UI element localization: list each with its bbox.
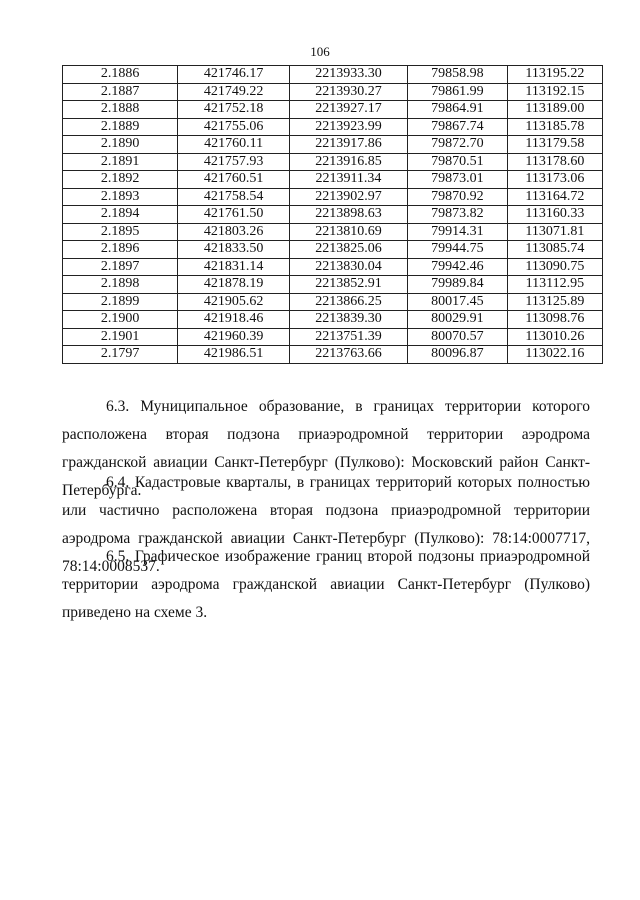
table-cell: 2213902.97 xyxy=(290,188,408,206)
table-cell: 421918.46 xyxy=(178,311,290,329)
table-cell: 2213810.69 xyxy=(290,223,408,241)
table-row xyxy=(63,276,603,294)
paragraph-6-4-text: 6.4. Кадастровые кварталы, в границах территорий которых полностью или частично расположена вторая подзона приаэродромной территории аэродрома гражданской авиации Санкт-Петербург (Пулково): 78:14:0007717, 78:14:0008537. xyxy=(62,474,590,575)
table-cell: 113071.81 xyxy=(507,223,602,241)
table-cell: 2213839.30 xyxy=(290,311,408,329)
table-cell: 2.1897 xyxy=(63,258,178,276)
table-cell: 113098.76 xyxy=(507,311,602,329)
table-cell: 421760.11 xyxy=(178,136,290,154)
table-cell: 421755.06 xyxy=(178,118,290,136)
table-cell: 421878.19 xyxy=(178,276,290,294)
table-cell: 2213927.17 xyxy=(290,101,408,119)
table-cell: 79858.98 xyxy=(407,66,507,84)
table-cell: 421831.14 xyxy=(178,258,290,276)
table-cell: 421960.39 xyxy=(178,328,290,346)
table-cell: 79867.74 xyxy=(407,118,507,136)
table-cell: 2.1894 xyxy=(63,206,178,224)
coordinates-table-body xyxy=(63,66,603,364)
table-cell: 2213911.34 xyxy=(290,171,408,189)
table-cell: 79872.70 xyxy=(407,136,507,154)
table-cell: 2.1797 xyxy=(63,346,178,364)
table-cell: 80070.57 xyxy=(407,328,507,346)
table-cell: 2213917.86 xyxy=(290,136,408,154)
table-row xyxy=(63,153,603,171)
table-cell: 2213852.91 xyxy=(290,276,408,294)
table-row xyxy=(63,311,603,329)
table-cell: 113192.15 xyxy=(507,83,602,101)
table-cell: 79870.51 xyxy=(407,153,507,171)
table-cell: 79873.01 xyxy=(407,171,507,189)
table-cell: 421758.54 xyxy=(178,188,290,206)
table-cell: 2.1891 xyxy=(63,153,178,171)
table-cell: 2.1888 xyxy=(63,101,178,119)
table-cell: 80017.45 xyxy=(407,293,507,311)
table-cell: 79873.82 xyxy=(407,206,507,224)
table-cell: 2213825.06 xyxy=(290,241,408,259)
table-cell: 79942.46 xyxy=(407,258,507,276)
table-cell: 2.1893 xyxy=(63,188,178,206)
table-cell: 79864.91 xyxy=(407,101,507,119)
table-row xyxy=(63,223,603,241)
table-cell: 113189.00 xyxy=(507,101,602,119)
table-cell: 2213898.63 xyxy=(290,206,408,224)
table-cell: 2.1895 xyxy=(63,223,178,241)
table-row xyxy=(63,241,603,259)
table-row xyxy=(63,258,603,276)
table-cell: 421905.62 xyxy=(178,293,290,311)
table-cell: 2.1901 xyxy=(63,328,178,346)
table-row xyxy=(63,206,603,224)
table-row xyxy=(63,118,603,136)
table-cell: 113178.60 xyxy=(507,153,602,171)
table-cell: 421757.93 xyxy=(178,153,290,171)
table-cell: 2213933.30 xyxy=(290,66,408,84)
table-cell: 421761.50 xyxy=(178,206,290,224)
table-cell: 113185.78 xyxy=(507,118,602,136)
table-cell: 2.1886 xyxy=(63,66,178,84)
coordinates-table xyxy=(62,65,603,364)
table-row xyxy=(63,328,603,346)
table-cell: 2213830.04 xyxy=(290,258,408,276)
table-cell: 2213763.66 xyxy=(290,346,408,364)
table-cell: 421833.50 xyxy=(178,241,290,259)
table-cell: 2.1896 xyxy=(63,241,178,259)
table-cell: 2.1889 xyxy=(63,118,178,136)
table-cell: 113090.75 xyxy=(507,258,602,276)
table-cell: 113085.74 xyxy=(507,241,602,259)
table-cell: 80029.91 xyxy=(407,311,507,329)
table-cell: 421746.17 xyxy=(178,66,290,84)
table-cell: 113160.33 xyxy=(507,206,602,224)
paragraph-6-5-text: 6.5. Графическое изображение границ второй подзоны приаэродромной территории аэродрома гражданской авиации Санкт-Петербург (Пулково) приведено на схеме 3. xyxy=(62,548,590,621)
table-cell: 2213923.99 xyxy=(290,118,408,136)
table-cell: 113125.89 xyxy=(507,293,602,311)
table-cell: 2.1899 xyxy=(63,293,178,311)
paragraph-6-3-text: 6.3. Муниципальное образование, в границах территории которого расположена вторая подзона приаэродромной территории аэродрома гражданской авиации Санкт-Петербург (Пулково): Московский район Санкт-Петербурга. xyxy=(62,398,590,499)
table-cell: 113164.72 xyxy=(507,188,602,206)
table-cell: 2213930.27 xyxy=(290,83,408,101)
table-cell: 79861.99 xyxy=(407,83,507,101)
table-cell: 2.1898 xyxy=(63,276,178,294)
table-cell: 421749.22 xyxy=(178,83,290,101)
table-cell: 79870.92 xyxy=(407,188,507,206)
table-row xyxy=(63,101,603,119)
table-row xyxy=(63,188,603,206)
table-cell: 2.1887 xyxy=(63,83,178,101)
table-cell: 2.1900 xyxy=(63,311,178,329)
table-row xyxy=(63,346,603,364)
table-cell: 79989.84 xyxy=(407,276,507,294)
table-cell: 421986.51 xyxy=(178,346,290,364)
table-row xyxy=(63,293,603,311)
table-row xyxy=(63,136,603,154)
table-cell: 113010.26 xyxy=(507,328,602,346)
table-cell: 421760.51 xyxy=(178,171,290,189)
page-number: 106 xyxy=(310,44,330,59)
table-cell: 421752.18 xyxy=(178,101,290,119)
table-cell: 113112.95 xyxy=(507,276,602,294)
table-cell: 113195.22 xyxy=(507,66,602,84)
table-cell: 2.1890 xyxy=(63,136,178,154)
table-row xyxy=(63,171,603,189)
table-cell: 80096.87 xyxy=(407,346,507,364)
table-cell: 2213751.39 xyxy=(290,328,408,346)
table-cell: 113179.58 xyxy=(507,136,602,154)
table-cell: 421803.26 xyxy=(178,223,290,241)
table-row xyxy=(63,66,603,84)
table-cell: 2213916.85 xyxy=(290,153,408,171)
paragraph-6-5 xyxy=(62,543,590,627)
table-cell: 79944.75 xyxy=(407,241,507,259)
table-cell: 2.1892 xyxy=(63,171,178,189)
table-cell: 79914.31 xyxy=(407,223,507,241)
table-cell: 113173.06 xyxy=(507,171,602,189)
table-row xyxy=(63,83,603,101)
table-cell: 2213866.25 xyxy=(290,293,408,311)
table-cell: 113022.16 xyxy=(507,346,602,364)
